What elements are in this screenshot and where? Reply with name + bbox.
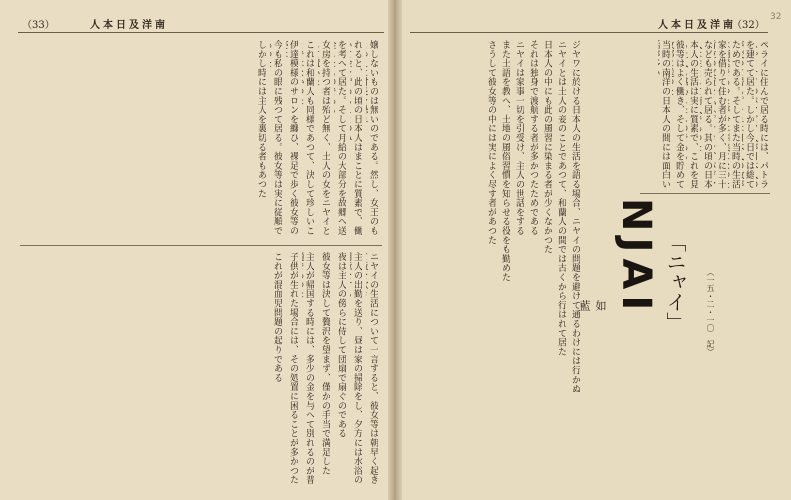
right-main-column: ジヤワに於ける日本人の生活を語る場合、ニヤイの問題を避けて通るわけには行かぬ xyxy=(570,40,580,394)
left-upper-column: れると、此の頃の日本人はまことに質素で、働 xyxy=(352,40,362,236)
left-lower-column: 子供が生れた場合には、その処置に困ることが多かつた xyxy=(288,252,298,485)
left-upper-column: これは和蘭人も同様であつて、決して珍しいこ xyxy=(304,40,314,236)
right-upper-column: 彼等はよく働き、そして金を貯めて xyxy=(674,40,684,189)
left-journal-title: 人本日及洋南 xyxy=(90,20,168,31)
book-gutter xyxy=(388,0,402,500)
left-page-header xyxy=(18,14,384,33)
article-author: 如 藍 xyxy=(578,300,607,350)
pencil-page-note: 32 xyxy=(770,12,782,22)
left-upper-column: 今も私の眼に残つて居る。彼女等は実に従順で xyxy=(272,40,282,236)
left-lower-column: 主人が帰国する時には、多少の金を与へて別れるのが普 xyxy=(304,252,314,485)
article-date-note: （一五・二・一〇 記） xyxy=(706,268,715,356)
left-upper-column: 伊達模様のサロンを纏ひ、裸足で歩く彼女等の xyxy=(288,40,298,236)
left-lower-column: これが混血児問題の起りである xyxy=(272,252,282,383)
right-upper-column: なども売られて居る。其の頃の日本 xyxy=(702,40,712,189)
right-upper-column: を建てて居た。しかし今日では総て xyxy=(744,40,754,189)
right-main-column: 日本人の中にも此の風習に染まる者が少くなかつた xyxy=(542,40,552,254)
right-journal-title: 人本日及洋南 xyxy=(658,20,736,31)
right-main-column: ニヤイは家事一切を引受け、主人の世話をする xyxy=(514,40,524,236)
left-lower-column: ニヤイの生活について一言すると、彼女等は朝早く起き xyxy=(368,252,378,485)
right-main-column: それは独身で渡航する者が多かつたためである xyxy=(528,40,538,236)
right-main-column: さうして彼女等の中には実によく尽す者があつた xyxy=(486,40,496,245)
left-upper-column: 嬢しないものは無いのである。然し、女王のも xyxy=(368,40,378,236)
right-upper-column: ためである。そしてまた当時の生活 xyxy=(730,40,740,189)
article-title-latin: NJAI xyxy=(613,198,659,317)
right-page-header xyxy=(410,14,768,33)
left-upper-column: を考へて居た。そして月給の大部分を故郷へ送 xyxy=(336,40,346,236)
right-upper-column: 家を借りて住む者が多く、月に三十 xyxy=(716,40,726,189)
right-page-number: （32） xyxy=(732,20,765,31)
left-lower-column: 彼女等は決して贅沢を望まず、僅かの手当で満足した xyxy=(320,252,330,476)
right-upper-column: ペライに住んで居る時には、パトラ xyxy=(758,40,768,189)
left-upper-column: しかし時には主人を裏切る者もあつた xyxy=(256,40,266,199)
left-lower-column: 夜は主人の傍らに侍して団扇で扇ぐのである xyxy=(336,252,346,438)
article-title-kana: 「ニャイ」 xyxy=(663,232,687,332)
left-upper-column: 女房を持つ者は殆ど無く、土人の女をニヤイと xyxy=(320,40,330,236)
right-column-divider xyxy=(640,193,770,194)
right-upper-column: 当時の南洋の日本人の間には面白い xyxy=(660,40,670,189)
left-page-number: （33） xyxy=(22,20,55,31)
left-column-divider xyxy=(20,245,382,246)
right-main-column: ニヤイとは土人の妾のことであつて、和蘭人の間では古くから行はれて居た xyxy=(556,40,566,357)
left-lower-column: 主人の出勤を送り、昼は家の掃除をし、夕方には水浴の xyxy=(352,252,362,485)
right-main-column: また土語を教へ、土地の風俗習慣を知らせる役をも勤めた xyxy=(500,40,510,282)
right-upper-column: 本人の生活は実に質素で、これを見 xyxy=(688,40,698,189)
